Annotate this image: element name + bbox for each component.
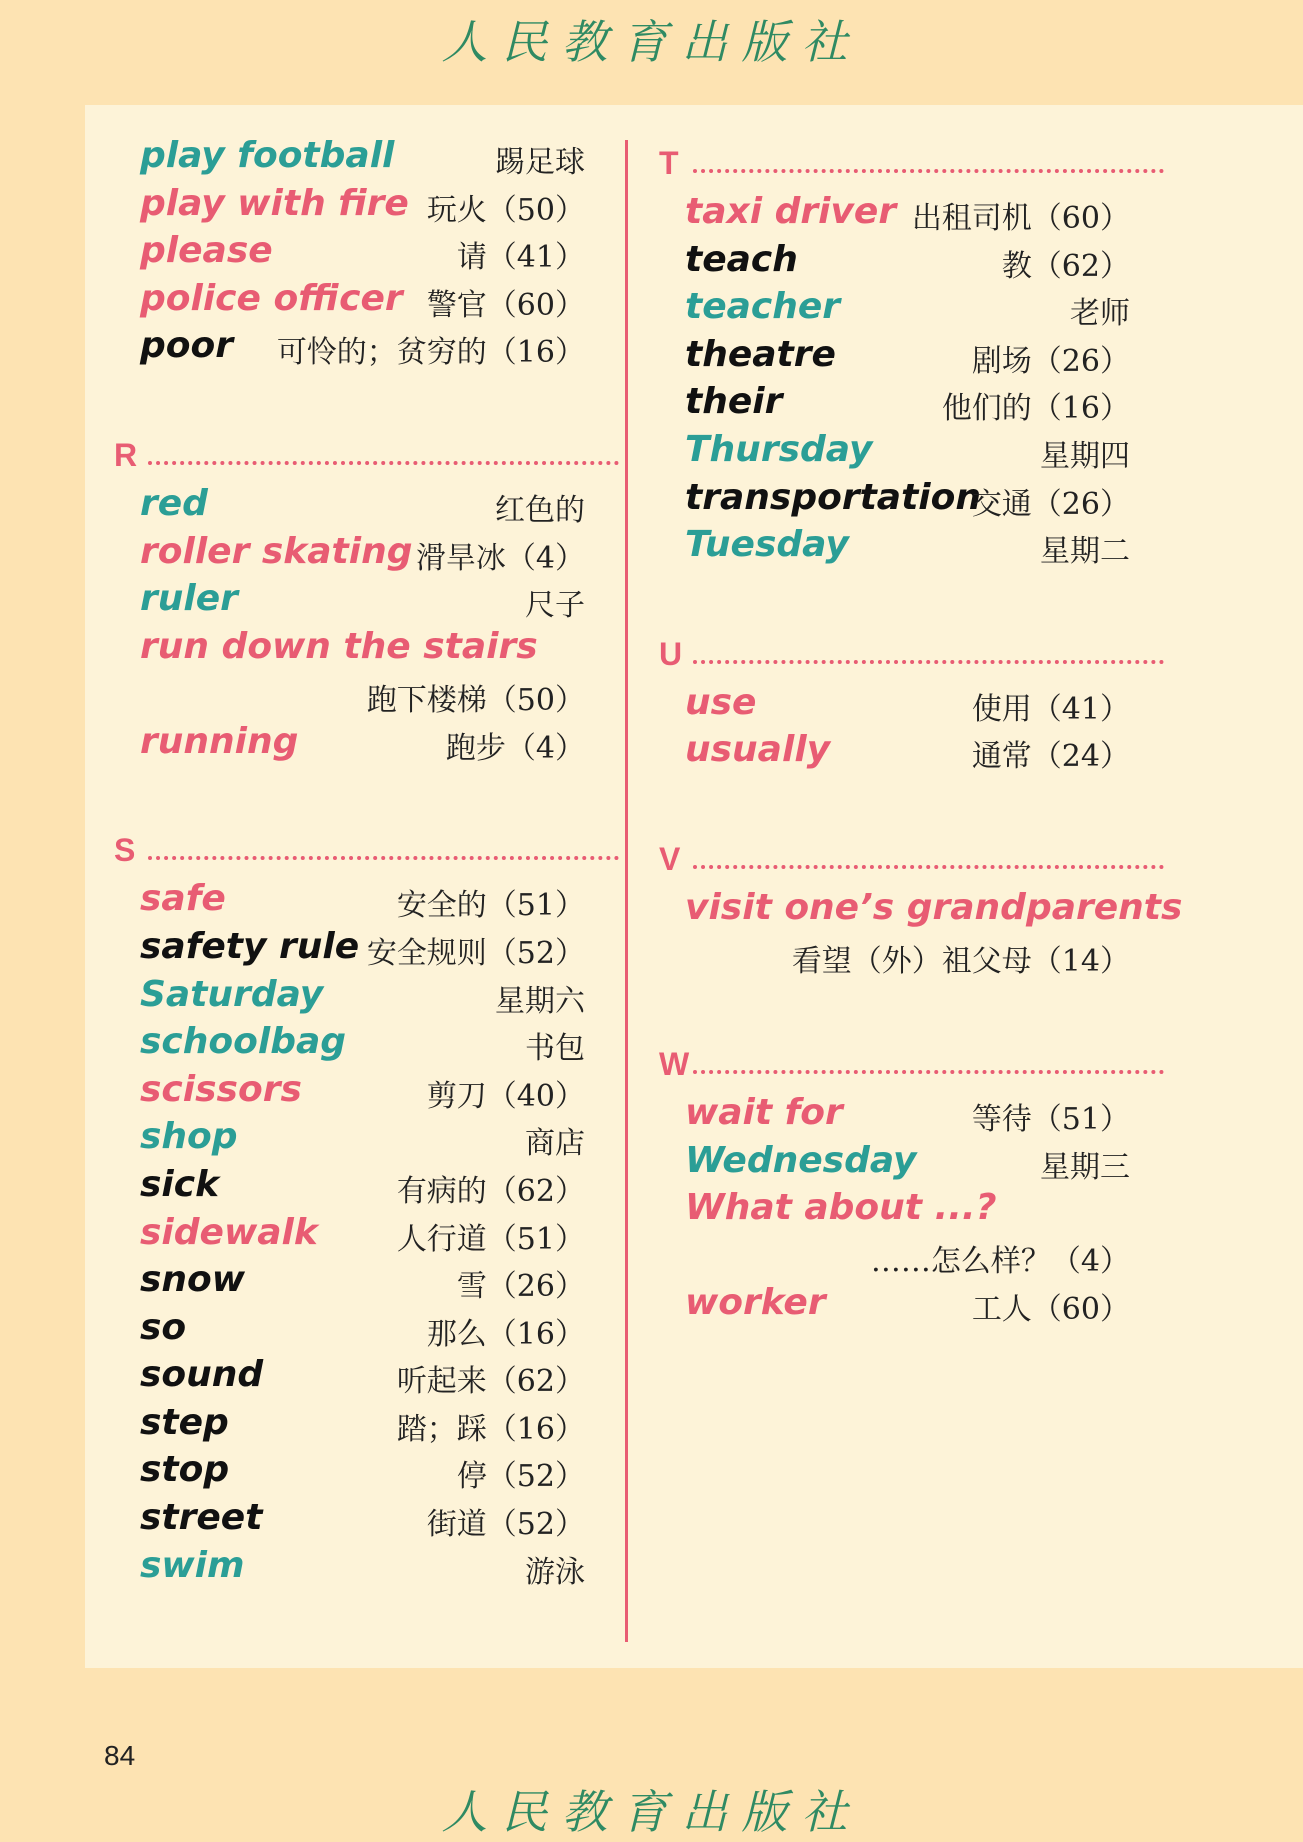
entry-meaning: 可怜的；贫穷的（16）: [276, 335, 585, 371]
dotted-rule: [693, 865, 1164, 869]
publisher-header: 人民教育出版社: [441, 15, 862, 69]
entry-word: usually: [685, 729, 831, 771]
section-letter: V: [659, 840, 681, 877]
entry-word: teacher: [685, 286, 841, 328]
entry-word: safe: [140, 878, 226, 920]
entry-meaning: 踢足球: [495, 145, 585, 180]
publisher-footer: 人民教育出版社: [441, 1785, 862, 1839]
column-divider: [625, 140, 628, 1642]
entry-meaning: 停（52）: [456, 1459, 585, 1495]
entry-word: taxi driver: [685, 191, 897, 232]
glossary-entry: [140, 531, 585, 579]
entry-word: step: [140, 1401, 229, 1443]
section-letter: R: [114, 436, 138, 473]
entry-meaning: 剪刀（40）: [426, 1078, 585, 1114]
glossary-entry: [685, 729, 1130, 777]
glossary-entry: [140, 1545, 585, 1593]
glossary-entry: [140, 1497, 585, 1545]
entry-word: sound: [140, 1354, 264, 1396]
entry-word: scissors: [140, 1068, 302, 1110]
entry-meaning: 星期三: [1040, 1149, 1130, 1185]
glossary-entry: [140, 926, 585, 974]
entry-word: please: [140, 230, 273, 272]
section-letter: T: [659, 145, 679, 181]
entry-meaning: 他们的（16）: [941, 391, 1130, 427]
entry-meaning: ……怎么样？（4）: [870, 1244, 1130, 1280]
glossary-entry: [685, 334, 1130, 382]
section-header: [659, 841, 1130, 887]
entry-word: safety rule: [140, 925, 360, 967]
entry-word: Tuesday: [685, 524, 849, 566]
entry-word: stop: [140, 1449, 230, 1491]
entry-meaning: 剧场（26）: [971, 343, 1130, 379]
entry-meaning: 雪（26）: [456, 1269, 585, 1305]
glossary-entry: [140, 230, 585, 278]
entry-word: run down the stairs: [140, 625, 538, 667]
entry-meaning: 街道（52）: [426, 1507, 585, 1543]
entry-word: snow: [140, 1259, 246, 1301]
entry-word: use: [685, 681, 757, 723]
glossary-entry: [140, 1307, 585, 1355]
entry-meaning: 星期四: [1040, 438, 1130, 474]
entry-word: Thursday: [685, 428, 873, 470]
glossary-entry: [140, 878, 585, 926]
entry-word: shop: [140, 1116, 238, 1158]
glossary-entry: [685, 682, 1130, 730]
entry-word: ruler: [140, 578, 238, 620]
glossary-entry: [140, 1212, 585, 1260]
glossary-entry: [140, 1021, 585, 1069]
glossary-section: [659, 1045, 1130, 1330]
glossary-entry: [685, 524, 1130, 572]
entry-meaning: 踏；踩（16）: [396, 1411, 585, 1447]
entry-meaning: 等待（51）: [971, 1101, 1130, 1137]
glossary-section: [659, 635, 1130, 777]
glossary-entry: [685, 429, 1130, 477]
entry-meaning: 老师: [1070, 296, 1130, 332]
entry-word: sick: [140, 1163, 220, 1205]
entry-meaning: 跑下楼梯（50）: [366, 682, 585, 718]
entry-meaning: 安全的（51）: [396, 888, 585, 924]
glossary-section: [114, 832, 585, 1592]
entry-word: running: [140, 720, 299, 762]
glossary-entry: [685, 1282, 1130, 1330]
glossary-entry: [685, 886, 1183, 982]
entry-word: worker: [685, 1282, 826, 1324]
entry-meaning: 那么（16）: [426, 1316, 585, 1352]
glossary-section: [659, 145, 1130, 572]
entry-word: wait for: [685, 1091, 843, 1133]
dotted-rule: [148, 461, 619, 465]
entry-word: play football: [140, 135, 395, 176]
glossary-entry: [140, 1116, 585, 1164]
entry-meaning: 星期二: [1040, 534, 1130, 570]
glossary-entry: [140, 183, 585, 231]
entry-meaning: 出租司机（60）: [911, 201, 1130, 236]
entry-word: transportation: [685, 476, 981, 518]
section-header: [659, 145, 1130, 191]
glossary-entry: [140, 721, 585, 769]
entry-meaning: 星期六: [495, 983, 585, 1019]
entry-word: visit one’s grandparents: [685, 886, 1183, 928]
right-column: [659, 145, 1183, 1330]
entry-word: swim: [140, 1544, 245, 1586]
glossary-section: [114, 436, 585, 768]
entry-meaning: 人行道（51）: [396, 1221, 585, 1257]
glossary-entry: [140, 325, 585, 373]
entry-word: street: [140, 1497, 263, 1539]
left-column: [114, 135, 585, 1592]
entry-word: Wednesday: [685, 1139, 917, 1181]
entry-word: poor: [140, 325, 233, 367]
glossary-entry: [685, 191, 1130, 239]
entry-word: play with fire: [140, 182, 409, 224]
glossary-entry: [685, 477, 1130, 525]
entry-word: Saturday: [140, 973, 324, 1015]
entry-meaning: 安全规则（52）: [366, 935, 585, 971]
dotted-rule: [693, 1070, 1164, 1074]
glossary-section: [140, 135, 585, 373]
glossary-section: [659, 840, 1183, 982]
entry-meaning: 工人（60）: [971, 1292, 1130, 1328]
entry-word: schoolbag: [140, 1021, 347, 1063]
entry-meaning: 跑步（4）: [445, 730, 585, 766]
section-header: [659, 1046, 1130, 1092]
glossary-entry: [685, 1187, 1130, 1282]
dotted-rule: [693, 660, 1164, 664]
glossary-entry: [140, 483, 585, 531]
entry-meaning: 红色的: [495, 492, 585, 528]
entry-meaning: 请（41）: [456, 240, 585, 276]
entry-meaning: 听起来（62）: [396, 1364, 585, 1400]
glossary-entry: [685, 1140, 1130, 1188]
entry-word: theatre: [685, 333, 836, 375]
entry-meaning: 尺子: [525, 588, 585, 624]
entry-meaning: 使用（41）: [971, 691, 1130, 727]
glossary-entry: [140, 1259, 585, 1307]
dotted-rule: [148, 856, 619, 860]
entry-meaning: 玩火（50）: [426, 192, 585, 228]
glossary-entry: [140, 1449, 585, 1497]
glossary-entry: [140, 578, 585, 626]
glossary-entry: [685, 1092, 1130, 1140]
entry-meaning: 书包: [525, 1031, 585, 1067]
glossary-entry: [140, 1354, 585, 1402]
glossary-entry: [140, 1402, 585, 1450]
entry-meaning: 教（62）: [1001, 248, 1130, 284]
section-header: [114, 832, 585, 878]
glossary-entry: [140, 974, 585, 1022]
entry-meaning: 警官（60）: [426, 287, 585, 323]
entry-word: police officer: [140, 277, 403, 319]
entry-meaning: 商店: [525, 1126, 585, 1162]
entry-word: their: [685, 381, 783, 423]
entry-meaning: 有病的（62）: [396, 1173, 585, 1209]
glossary-entry: [140, 278, 585, 326]
section-letter: W: [659, 1045, 690, 1082]
section-letter: S: [114, 832, 136, 869]
entry-word: sidewalk: [140, 1211, 318, 1253]
section-letter: U: [659, 635, 683, 672]
glossary-entry: [140, 135, 585, 183]
entry-meaning: 通常（24）: [971, 739, 1130, 775]
section-header: [659, 636, 1130, 682]
entry-word: teach: [685, 238, 798, 280]
entry-word: so: [140, 1306, 187, 1348]
glossary-entry: [140, 1164, 585, 1212]
entry-word: roller skating: [140, 530, 413, 572]
glossary-entry: [140, 1069, 585, 1117]
glossary-entry: [140, 626, 585, 721]
entry-meaning: 滑旱冰（4）: [415, 540, 585, 576]
entry-meaning: 看望（外）祖父母（14）: [791, 943, 1130, 979]
entry-meaning: 交通（26）: [971, 486, 1130, 522]
entry-meaning: 游泳: [525, 1554, 585, 1590]
section-header: [114, 437, 585, 483]
dotted-rule: [693, 169, 1164, 173]
entry-word: What about ...?: [685, 1187, 997, 1229]
glossary-entry: [685, 381, 1130, 429]
glossary-entry: [685, 239, 1130, 287]
glossary-entry: [685, 286, 1130, 334]
entry-word: red: [140, 482, 208, 524]
page-number: 84: [104, 1740, 136, 1771]
